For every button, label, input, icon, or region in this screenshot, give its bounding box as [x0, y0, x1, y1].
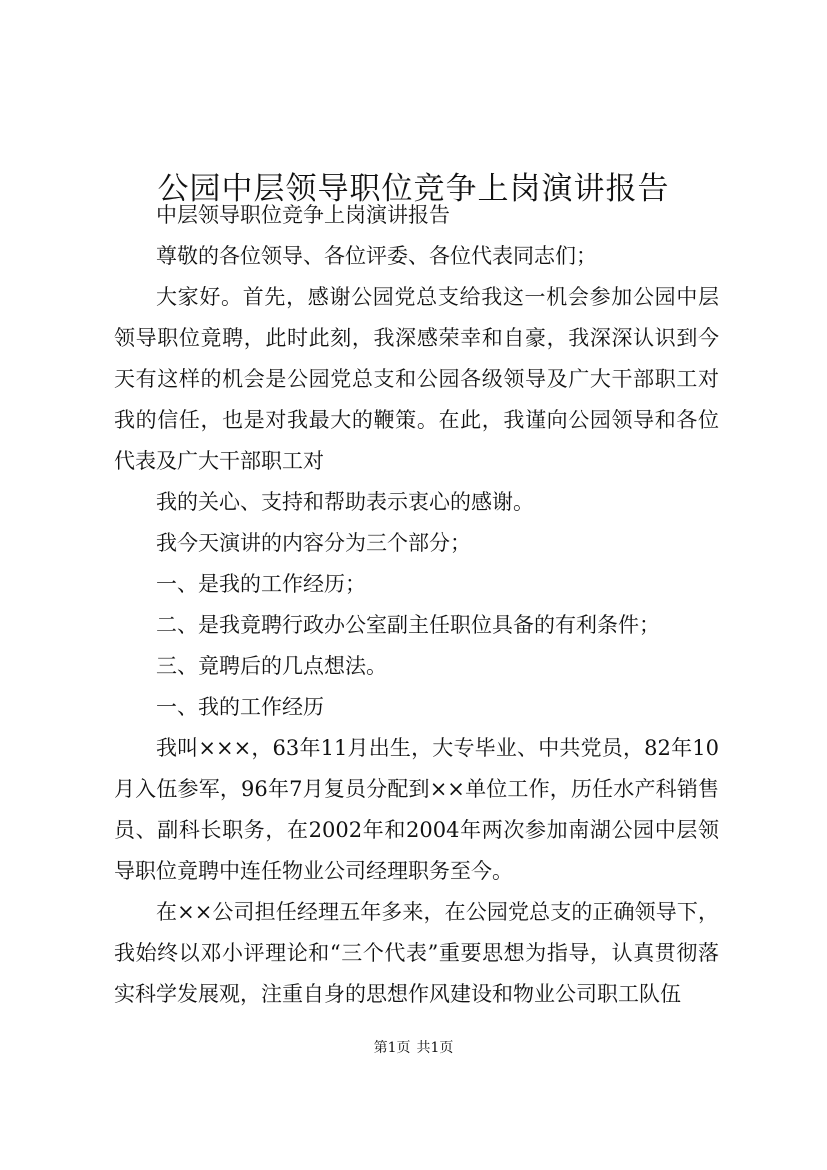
paragraph-subtitle: 中层领导职位竞争上岗演讲报告 [156, 203, 450, 227]
paragraph-salutation: 尊敬的各位领导、各位评委、各位代表同志们； [156, 244, 597, 268]
section-heading-work-history: 一、我的工作经历 [156, 695, 324, 719]
paragraph-biography: 我叫×××，63年11月出生，大专毕业、中共党员，82年10月入伍参军，96年7月复员分配到××单位工作，历任水产科销售员、副科长职务，在2002年和2004年两次参加南湖公园中层领导职位竟聘中连任物业公司经理职务至今。 [114, 736, 719, 883]
page-total: 共1页 [416, 1040, 454, 1056]
paragraph-opening: 大家好。首先，感谢公园党总支给我这一机会参加公园中层领导职位竟聘，此时此刻，我深感荣幸和自豪，我深深认识到今天有这样的机会是公园党总支和公园各级领导及广大干部职工对我的信任，也是对我最大的鞭策。在此，我谨向公园领导和各位代表及广大干部职工对 [114, 285, 719, 473]
paragraph-tenure: 在××公司担任经理五年多来，在公园党总支的正确领导下，我始终以邓小评理论和“三个代表”重要思想为指导，认真贯彻落实科学发展观，注重自身的思想作风建设和物业公司职工队伍 [114, 900, 719, 1006]
paragraph-part-one: 一、是我的工作经历； [156, 572, 366, 596]
paragraph-part-three: 三、竟聘后的几点想法。 [156, 654, 387, 678]
page-number: 第1页 [373, 1040, 411, 1056]
paragraph-outline: 我今天演讲的内容分为三个部分； [156, 531, 471, 555]
document-title: 公园中层领导职位竞争上岗演讲报告 [157, 170, 670, 207]
paragraph-part-two: 二、是我竟聘行政办公室副主任职位具备的有利条件； [156, 613, 660, 637]
paragraph-thanks: 我的关心、支持和帮助表示衷心的感谢。 [156, 490, 534, 514]
page-footer [0, 1038, 827, 1058]
document-body [114, 195, 719, 1015]
